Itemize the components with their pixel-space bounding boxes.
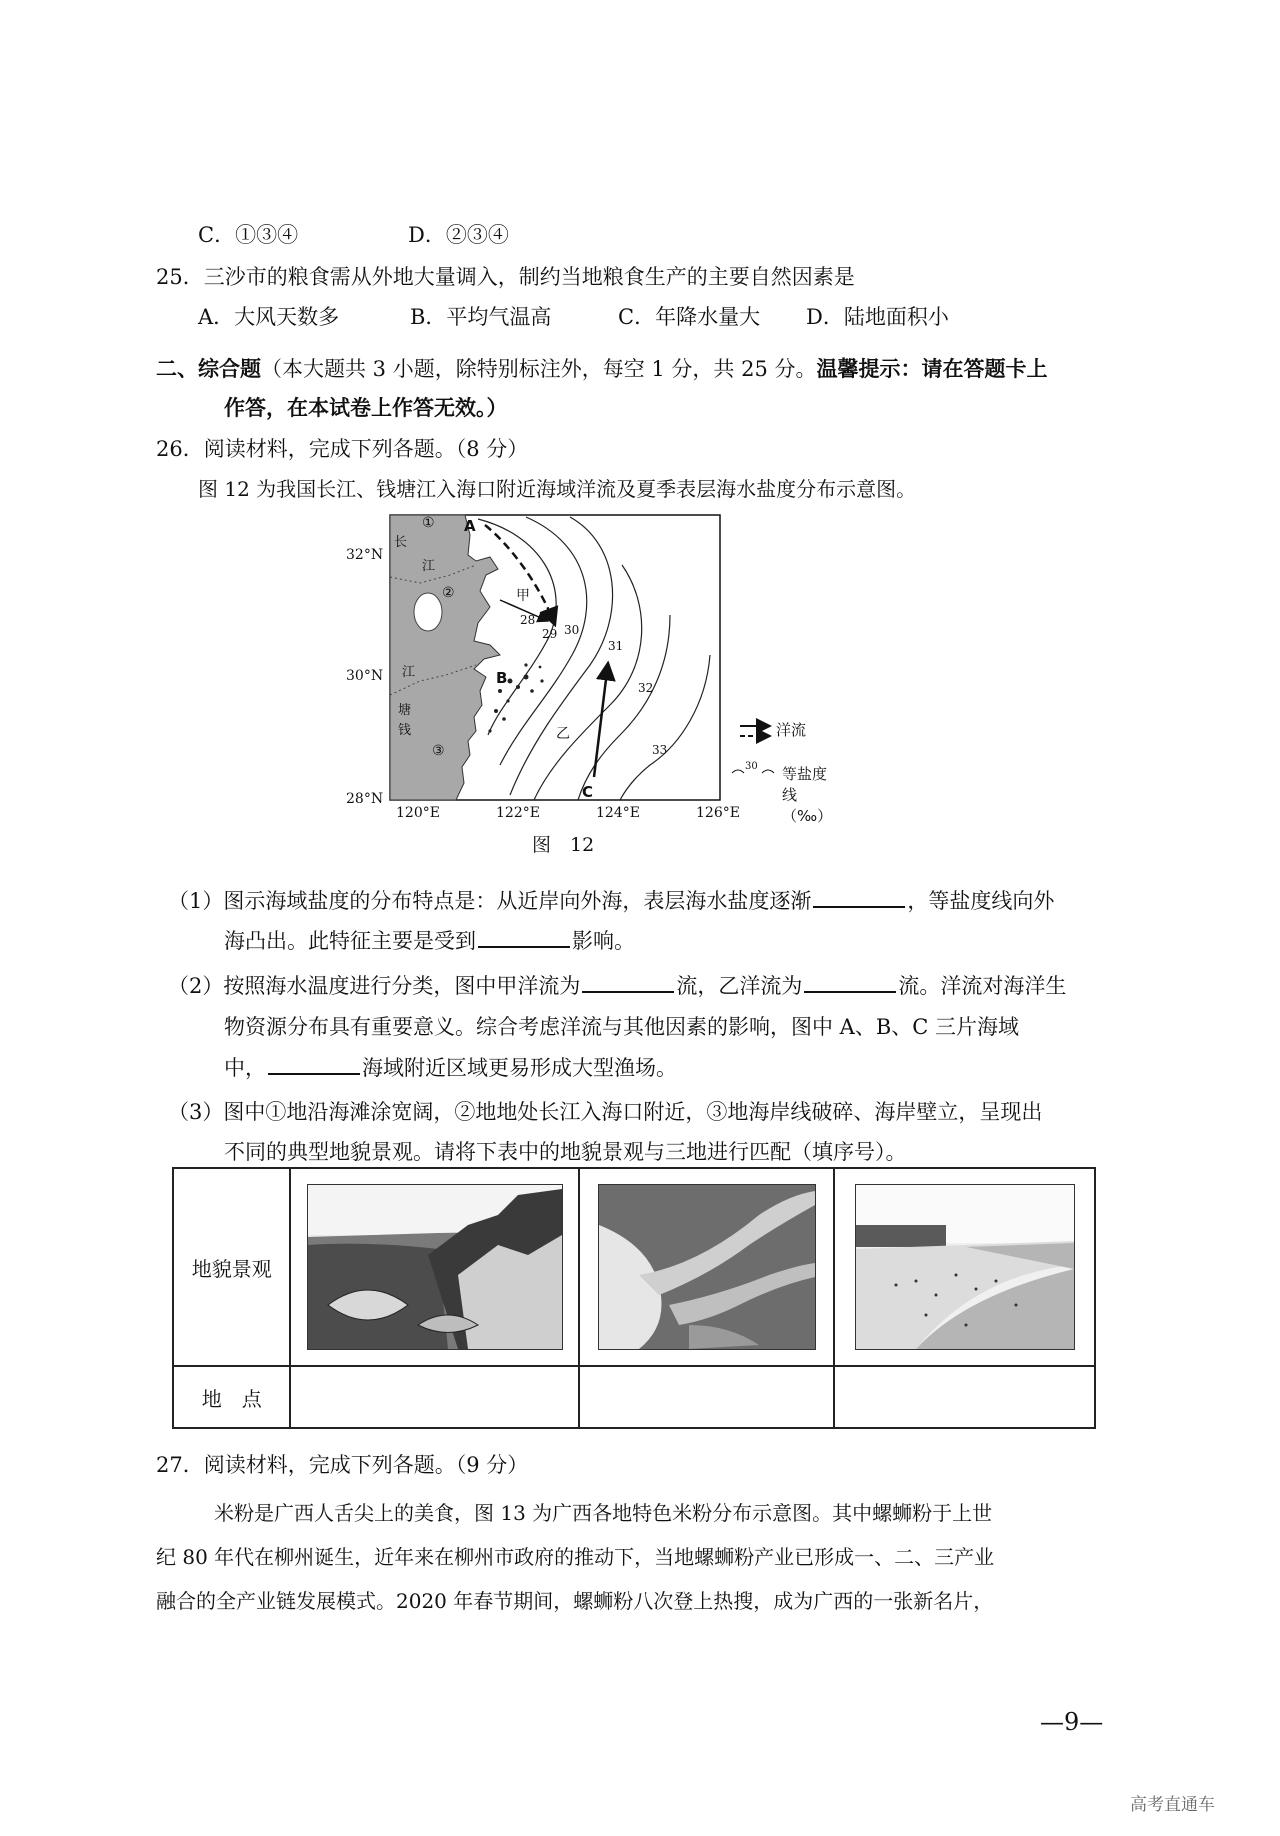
isohaline-label-31: 31 (608, 639, 624, 653)
landscape-cell-3 (834, 1168, 1095, 1366)
lat-label-32: 32°N (346, 547, 384, 563)
q26-p2-line1 (168, 971, 1066, 1001)
q26-intro: 图 12 为我国长江、钱塘江入海口附近海域洋流及夏季表层海水盐度分布示意图。 (198, 477, 917, 501)
section2-tip: 温馨提示：请在答题卡上 (816, 357, 1048, 381)
legend-current-label: 洋流 (776, 721, 807, 739)
q27-line3: 融合的全产业链发展模式。2020 年春节期间，螺蛳粉八次登上热搜，成为广西的一张新名片， (156, 1589, 994, 1613)
lon-label-122: 122°E (496, 805, 540, 821)
figure-12-map (346, 505, 833, 835)
figure-12-caption: 图 12 (532, 834, 595, 856)
q26-p1-text-c: 海凸出。此特征主要是受到 (224, 929, 476, 953)
section2-note: （本大题共 3 小题，除特别标注外，每空 1 分，共 25 分。 (261, 357, 817, 381)
isohaline-label-33: 33 (652, 743, 668, 757)
row-label-location: 地 点 (173, 1366, 290, 1428)
q25-option-c: C．年降水量大 (618, 305, 761, 329)
delta-aerial-photo (598, 1184, 816, 1350)
site-label-1: ① (422, 515, 435, 531)
site-label-2: ② (442, 585, 455, 601)
q26-p2-text-e: 中， (224, 1056, 266, 1080)
q25-option-a: A．大风天数多 (198, 305, 340, 329)
row-label-landscape: 地貌景观 (173, 1168, 290, 1366)
location-answer-2[interactable] (579, 1366, 834, 1428)
river-char-chang: 长 (394, 535, 408, 550)
beach-photo (855, 1184, 1075, 1350)
section2-title: 二、综合题 (156, 357, 261, 381)
q26-p1-text-a: （1）图示海域盐度的分布特点是：从近岸向外海，表层海水盐度逐渐 (168, 889, 812, 913)
legend-isohaline-label: 等盐度线（‰） (782, 765, 833, 825)
q27-line2: 纪 80 年代在柳州诞生，近年来在柳州市政府的推动下，当地螺蛳粉产业已形成一、二、三产业 (156, 1545, 995, 1569)
landscape-cell-2 (579, 1168, 834, 1366)
answer-blank-3[interactable] (582, 971, 674, 993)
q26-p3-line2: 不同的典型地貌景观。请将下表中的地貌景观与三地进行匹配（填序号）。 (224, 1140, 907, 1164)
isohaline-label-32: 32 (638, 681, 654, 695)
answer-blank-5[interactable] (268, 1053, 360, 1075)
lon-label-124: 124°E (596, 805, 640, 821)
answer-blank-2[interactable] (478, 926, 570, 948)
watermark-text: 高考直通车 (1130, 1795, 1215, 1815)
isohaline-label-29: 29 (542, 627, 558, 641)
isohaline-label-28: 28 (520, 613, 536, 627)
location-answer-1[interactable] (290, 1366, 579, 1428)
option-c: C．①③④ (198, 223, 299, 247)
cliff-coast-photo (307, 1184, 563, 1350)
current-label-jia: 甲 (516, 588, 530, 604)
river-char-qian: 钱 (398, 723, 412, 738)
q27-line1: 米粉是广西人舌尖上的美食，图 13 为广西各地特色米粉分布示意图。其中螺蛳粉于上世 (214, 1501, 993, 1525)
isohaline-label-30: 30 (564, 623, 580, 637)
q26-p2-line3 (224, 1053, 677, 1083)
table-row-location (173, 1366, 1095, 1428)
q26-p2-text-f: 海域附近区域更易形成大型渔场。 (362, 1056, 677, 1080)
lat-label-30: 30°N (346, 668, 384, 684)
river-char-tang: 塘 (398, 703, 412, 718)
location-answer-3[interactable] (834, 1366, 1095, 1428)
q26-p1-line1 (168, 886, 1054, 916)
q25-stem: 25．三沙市的粮食需从外地大量调入，制约当地粮食生产的主要自然因素是 (156, 265, 855, 289)
q26-stem: 26．阅读材料，完成下列各题。（8 分） (156, 437, 529, 461)
q26-p3-line1: （3）图中①地沿海滩涂宽阔，②地地处长江入海口附近，③地海岸线破碎、海岸壁立，呈现出 (168, 1100, 1043, 1124)
lat-label-28: 28°N (346, 791, 384, 807)
q26-p2-text-a: （2）按照海水温度进行分类，图中甲洋流为 (168, 974, 581, 998)
q26-p2-line2: 物资源分布具有重要意义。综合考虑洋流与其他因素的影响，图中 A、B、C 三片海域 (224, 1015, 1020, 1039)
q26-p2-text-c: 流。洋流对海洋生 (898, 974, 1067, 998)
lake-shape (414, 593, 442, 631)
lon-label-120: 120°E (396, 805, 440, 821)
landform-match-table (172, 1167, 1096, 1429)
q25-option-d: D．陆地面积小 (806, 305, 949, 329)
landscape-cell-1 (290, 1168, 579, 1366)
answer-blank-1[interactable] (813, 886, 905, 908)
river-char-jiang2: 江 (402, 665, 416, 680)
site-label-3: ③ (432, 743, 445, 759)
option-d: D．②③④ (408, 223, 509, 247)
q26-p2-text-b: 流，乙洋流为 (676, 974, 803, 998)
river-char-jiang1: 江 (422, 559, 436, 574)
map-svg (350, 505, 810, 835)
point-label-c: C (582, 783, 594, 801)
q27-stem: 27．阅读材料，完成下列各题。（9 分） (156, 1453, 529, 1477)
q25-option-b: B．平均气温高 (410, 305, 552, 329)
page-number: —9— (1040, 1708, 1104, 1736)
q26-p1-line2 (224, 926, 635, 956)
current-label-yi: 乙 (556, 726, 570, 742)
lon-label-126: 126°E (696, 805, 740, 821)
section2-tip-cont: 作答，在本试卷上作答无效。） (224, 396, 508, 420)
q26-p1-text-d: 影响。 (572, 929, 635, 953)
legend-isohaline-right (762, 770, 774, 773)
table-row-landscape (173, 1168, 1095, 1366)
section2-heading (156, 354, 1048, 384)
point-label-a: A (464, 517, 476, 535)
legend-isohaline-left (732, 770, 744, 773)
answer-blank-4[interactable] (804, 971, 896, 993)
q26-p1-text-b: ，等盐度线向外 (907, 889, 1055, 913)
point-label-b: B (496, 669, 508, 687)
legend-isohaline-value: 30 (745, 761, 758, 772)
